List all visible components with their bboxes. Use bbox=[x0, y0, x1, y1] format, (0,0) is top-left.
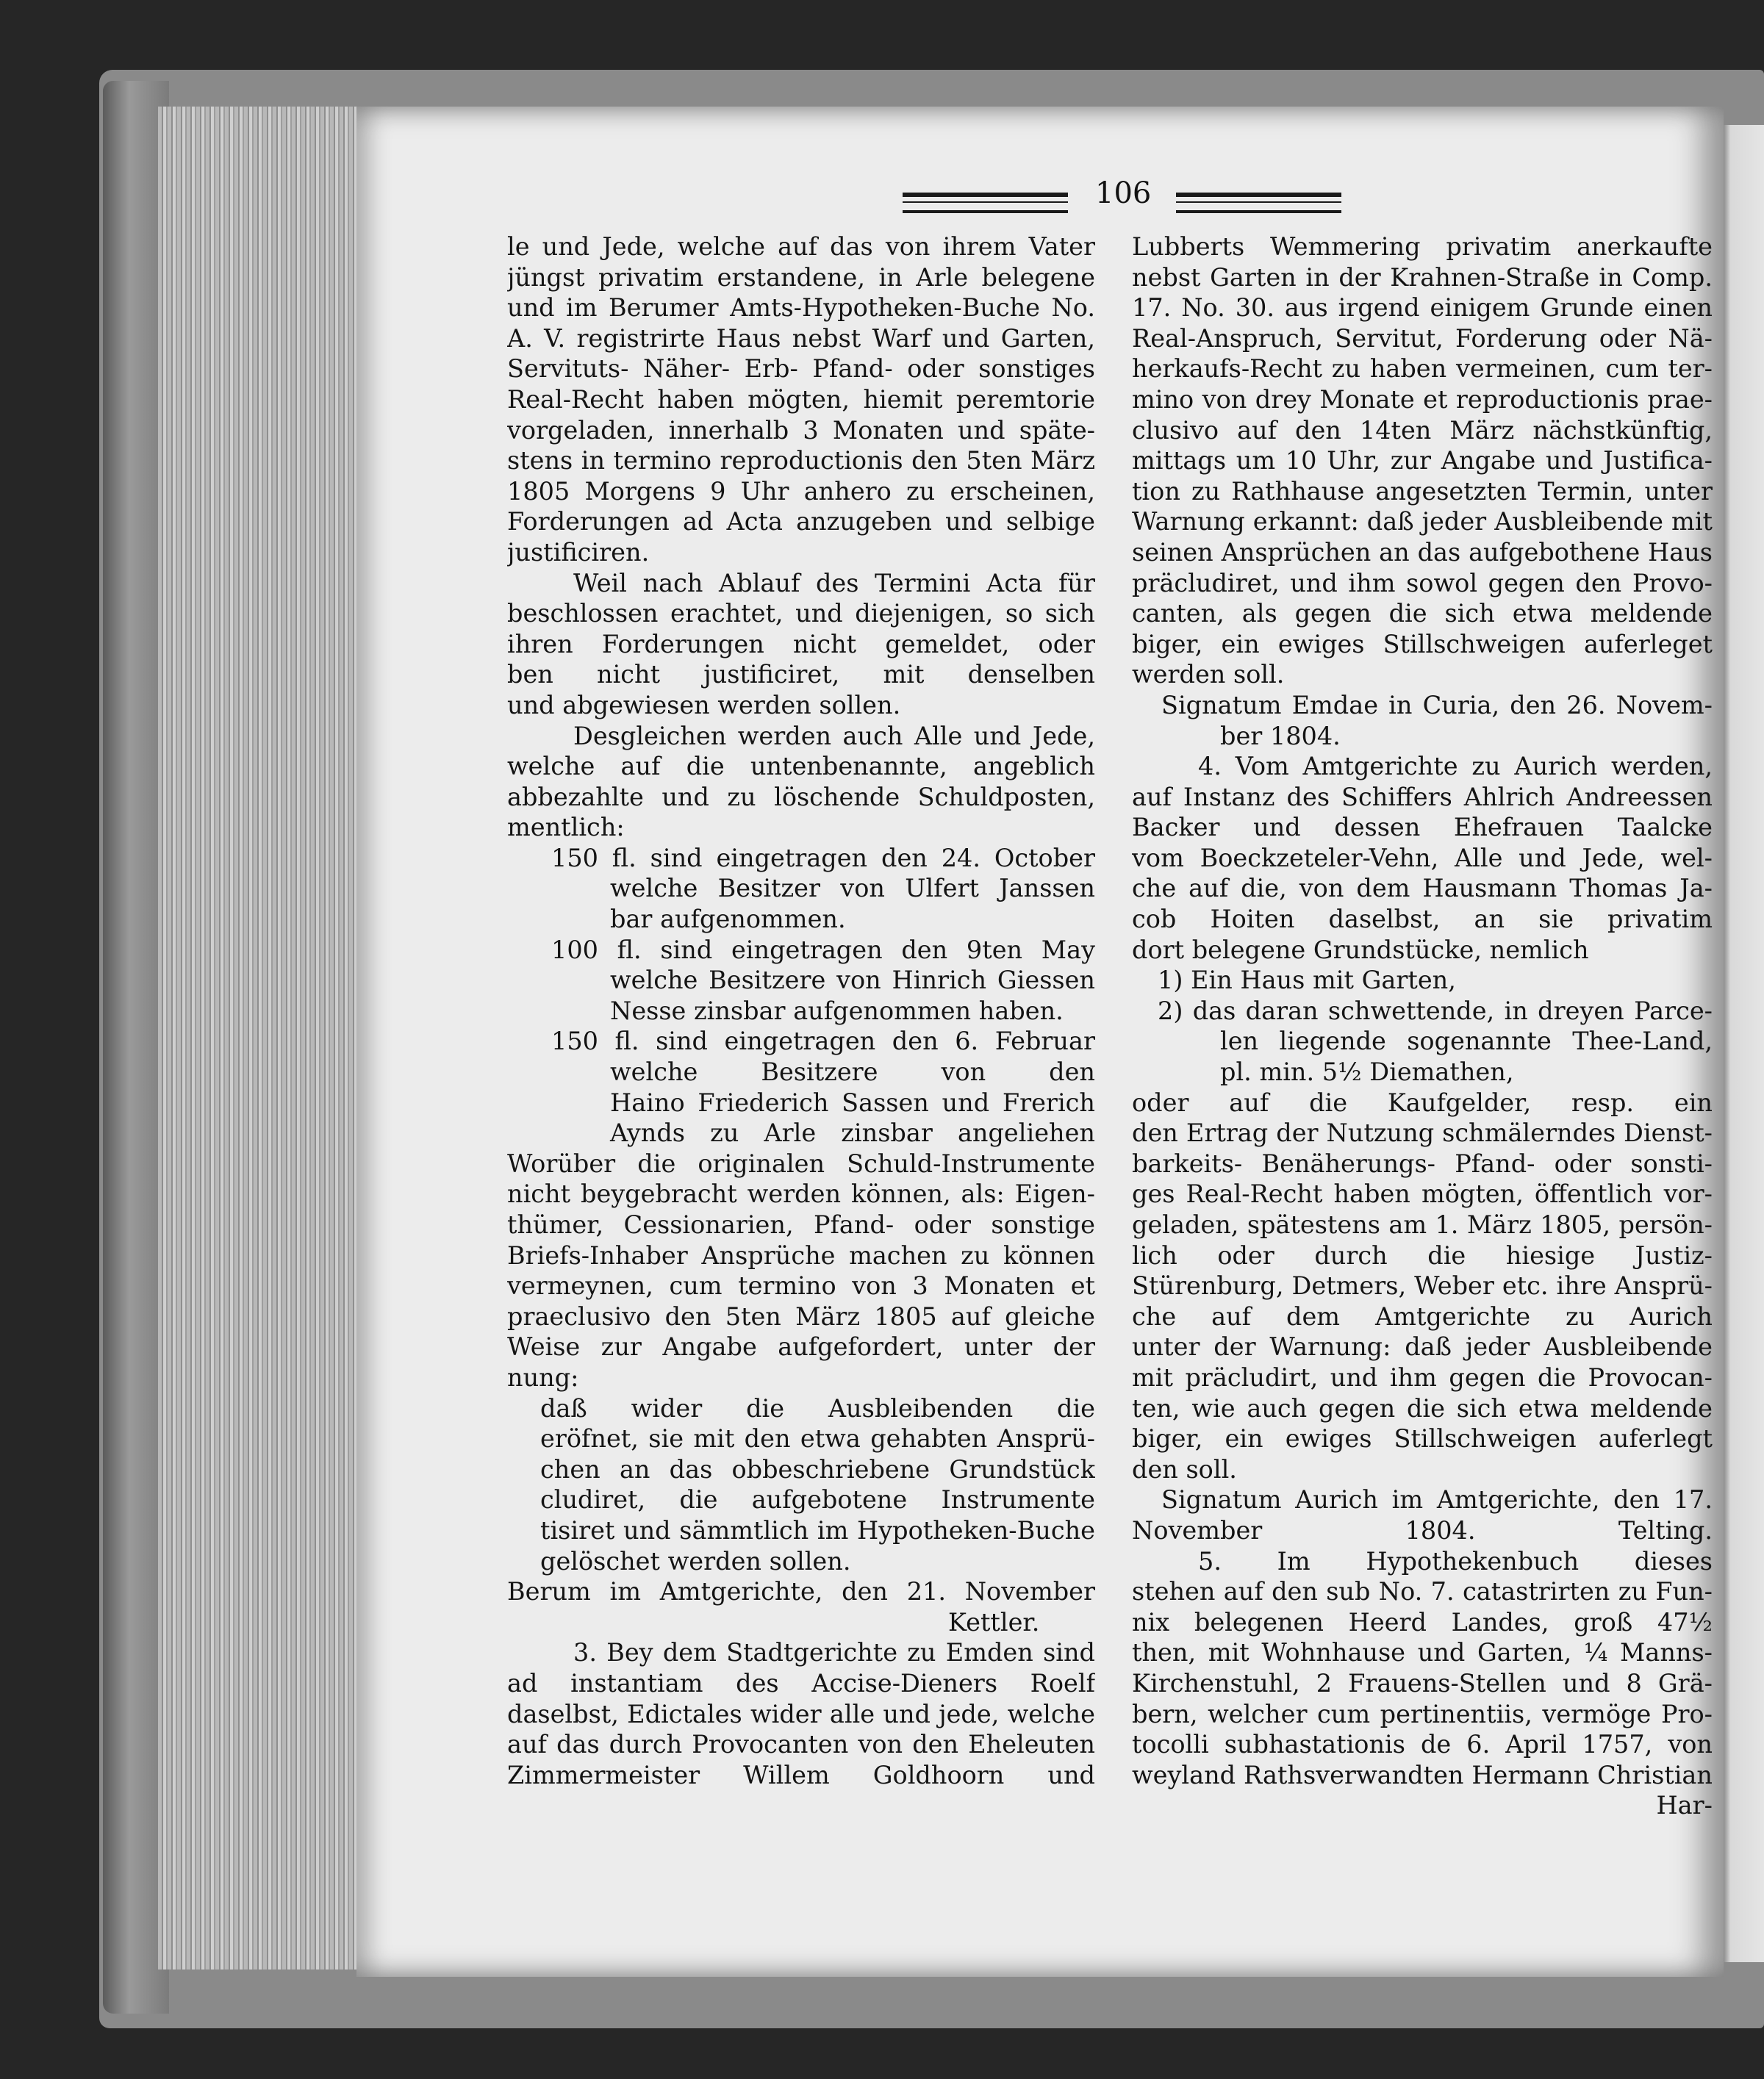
text-line: auf Instanz des Schiffers Ahlrich Andreessen bbox=[1132, 782, 1713, 811]
text-line: 150 fl. sind eingetragen den 6. Februar bbox=[551, 1027, 1095, 1056]
text-line: ad instantiam des Accise-Dieners Roelf bbox=[507, 1668, 1095, 1698]
text-line: biger, ein ewiges Stillschweigen auferleget bbox=[1132, 629, 1713, 658]
text-line: 100 fl. sind eingetragen den 9ten May bbox=[551, 935, 1095, 964]
text-line: Real-Anspruch, Servitut, Forderung oder Nä- bbox=[1132, 323, 1713, 353]
text-line: gelöschet werden sollen. bbox=[540, 1546, 851, 1576]
text-line: Nesse zinsbar aufgenommen haben. bbox=[610, 996, 1064, 1025]
text-line: clusivo auf den 14ten März nächstkünftig, bbox=[1132, 415, 1713, 445]
text-line: daß wider die Ausbleibenden die bbox=[540, 1393, 1095, 1423]
text-line: stens in termino reproductionis den 5ten März bbox=[507, 446, 1095, 475]
left-column bbox=[507, 231, 1095, 1790]
text-line: 4. Vom Amtgerichte zu Aurich werden, bbox=[1198, 752, 1713, 781]
text-line: Servituts- Näher- Erb- Pfand- oder sonstiges bbox=[507, 354, 1095, 384]
text-line: ges Real-Recht haben mögten, öffentlich vor- bbox=[1132, 1179, 1713, 1209]
page-edges bbox=[158, 107, 371, 1970]
text-line: jüngst privatim erstandene, in Arle belegene bbox=[507, 262, 1095, 292]
text-line: beschlossen erachtet, und diejenigen, so sich bbox=[507, 599, 1095, 628]
text-line: eröfnet, sie mit den etwa gehabten Ansprü- bbox=[540, 1424, 1095, 1454]
text-line: daselbst, Edictales wider alle und jede, welche bbox=[507, 1699, 1095, 1728]
text-line: tocolli subhastationis de 6. April 1757, von bbox=[1132, 1730, 1713, 1759]
header-rule-left bbox=[903, 193, 1068, 213]
text-line: vom Boeckzeteler-Vehn, Alle und Jede, wel- bbox=[1132, 843, 1713, 872]
text-line: bern, welcher cum pertinentiis, vermöge Pro- bbox=[1132, 1699, 1713, 1728]
text-line: den Ertrag der Nutzung schmälerndes Dienst- bbox=[1132, 1119, 1713, 1148]
text-line: A. V. registrirte Haus nebst Warf und Garten, bbox=[507, 323, 1095, 353]
text-line: herkaufs-Recht zu haben vermeinen, cum ter- bbox=[1132, 354, 1713, 384]
text-line: barkeits- Benäherungs- Pfand- oder sonsti- bbox=[1132, 1149, 1713, 1178]
text-line: bar aufgenommen. bbox=[610, 905, 846, 934]
text-line: Desgleichen werden auch Alle und Jede, bbox=[573, 721, 1095, 750]
text-line: Briefs-Inhaber Ansprüche machen zu können bbox=[507, 1240, 1095, 1270]
text-line: präcludiret, und ihm sowol gegen den Provo- bbox=[1132, 568, 1713, 597]
text-line: mentlich: bbox=[507, 813, 625, 842]
text-line: 150 fl. sind eingetragen den 24. October bbox=[551, 843, 1095, 872]
text-line: dort belegene Grundstücke, nemlich bbox=[1132, 935, 1589, 964]
text-line: nung: bbox=[507, 1362, 579, 1392]
text-line: chen an das obbeschriebene Grundstück bbox=[540, 1454, 1095, 1484]
text-line: Weil nach Ablauf des Termini Acta für bbox=[573, 568, 1095, 597]
text-line: canten, als gegen die sich etwa meldende bbox=[1132, 599, 1713, 628]
text-line: auf das durch Provocanten von den Eheleuten bbox=[507, 1730, 1095, 1759]
text-line: ber 1804. bbox=[1220, 721, 1341, 750]
text-line: Haino Friederich Sassen und Frerich bbox=[610, 1088, 1095, 1117]
text-line: Berum im Amtgerichte, den 21. November bbox=[507, 1577, 1095, 1606]
right-column bbox=[1132, 231, 1713, 1821]
text-line: stehen auf den sub No. 7. catastrirten zu Fun- bbox=[1132, 1577, 1713, 1606]
text-line: Aynds zu Arle zinsbar angeliehen bbox=[610, 1119, 1095, 1148]
text-line: oder auf die Kaufgelder, resp. ein bbox=[1132, 1088, 1713, 1117]
text-line: mittags um 10 Uhr, zur Angabe und Justifica- bbox=[1132, 446, 1713, 475]
text-line: tisiret und sämmtlich im Hypotheken-Buche bbox=[540, 1515, 1095, 1545]
text-line: abbezahlte und zu löschende Schuldposten, bbox=[507, 782, 1095, 811]
text-line: praeclusivo den 5ten März 1805 auf gleiche bbox=[507, 1301, 1095, 1331]
text-line: justificiren. bbox=[507, 537, 650, 567]
text-line: werden soll. bbox=[1132, 660, 1285, 689]
text-line: nix belegenen Heerd Landes, groß 47½ bbox=[1132, 1607, 1713, 1637]
text-line: mino von drey Monate et reproductionis prae- bbox=[1132, 384, 1713, 414]
text-line: mit präcludirt, und ihm gegen die Provocan- bbox=[1132, 1362, 1713, 1392]
text-line: Stürenburg, Detmers, Weber etc. ihre Ansprü- bbox=[1132, 1271, 1713, 1301]
text-line: cob Hoiten daselbst, an sie privatim bbox=[1132, 905, 1713, 934]
text-line: geladen, spätestens am 1. März 1805, persön- bbox=[1132, 1210, 1713, 1239]
text-line: 17. No. 30. aus irgend einigem Grunde einen bbox=[1132, 293, 1713, 323]
text-line: tion zu Rathhause angesetzten Termin, unter bbox=[1132, 476, 1713, 506]
text-line: le und Jede, welche auf das von ihrem Vater bbox=[507, 232, 1095, 261]
text-line: len liegende sogenannte Thee-Land, bbox=[1220, 1027, 1713, 1056]
text-line: ten, wie auch gegen die sich etwa meldende bbox=[1132, 1393, 1713, 1423]
text-line: seinen Ansprüchen an das aufgebothene Haus bbox=[1132, 537, 1713, 567]
catchword: Har- bbox=[1656, 1791, 1713, 1820]
text-line: welche Besitzere von den bbox=[610, 1058, 1095, 1087]
signature-telting: November 1804. Telting. bbox=[1132, 1515, 1713, 1545]
text-line: Kirchenstuhl, 2 Frauens-Stellen und 8 Grä- bbox=[1132, 1668, 1713, 1698]
page-number: 106 bbox=[1095, 176, 1152, 210]
text-line: Weise zur Angabe aufgefordert, unter der bbox=[507, 1332, 1095, 1362]
text-line: biger, ein ewiges Stillschweigen auferlegt bbox=[1132, 1424, 1713, 1454]
text-line: Signatum Aurich im Amtgerichte, den 17. bbox=[1161, 1485, 1713, 1515]
text-line: unter der Warnung: daß jeder Ausbleibende bbox=[1132, 1332, 1713, 1362]
text-line: den soll. bbox=[1132, 1454, 1237, 1484]
text-line: vermeynen, cum termino von 3 Monaten et bbox=[507, 1271, 1095, 1301]
text-line: welche auf die untenbenannte, angeblich bbox=[507, 752, 1095, 781]
header-rule-right bbox=[1176, 193, 1341, 213]
text-line: Worüber die originalen Schuld-Instrumente bbox=[507, 1149, 1095, 1178]
text-line: pl. min. 5½ Diemathen, bbox=[1220, 1058, 1514, 1087]
text-line: weyland Rathsverwandten Hermann Christian bbox=[1132, 1760, 1713, 1789]
text-line: welche Besitzere von Hinrich Giessen bbox=[610, 966, 1095, 995]
text-line: und im Berumer Amts-Hypotheken-Buche No. bbox=[507, 293, 1095, 323]
text-line: Zimmermeister Willem Goldhoorn und bbox=[507, 1760, 1095, 1789]
text-line: cludiret, die aufgebotene Instrumente bbox=[540, 1485, 1095, 1515]
text-line: Real-Recht haben mögten, hiemit peremtorie bbox=[507, 384, 1095, 414]
text-line: Lubberts Wemmering privatim anerkaufte bbox=[1132, 232, 1713, 261]
text-line: Warnung erkannt: daß jeder Ausbleibende mit bbox=[1132, 507, 1713, 536]
text-line: vorgeladen, innerhalb 3 Monaten und späte- bbox=[507, 415, 1095, 445]
text-line: 1805 Morgens 9 Uhr anhero zu erscheinen, bbox=[507, 476, 1095, 506]
text-line: 3. Bey dem Stadtgerichte zu Emden sind bbox=[573, 1638, 1095, 1667]
text-line: nebst Garten in der Krahnen-Straße in Comp. bbox=[1132, 262, 1713, 292]
list-item: 1) Ein Haus mit Garten, bbox=[1158, 966, 1456, 995]
signature-kettler: Kettler. bbox=[948, 1607, 1040, 1637]
text-line: che auf dem Amtgerichte zu Aurich bbox=[1132, 1301, 1713, 1331]
text-line: che auf die, von dem Hausmann Thomas Ja- bbox=[1132, 874, 1713, 903]
text-line: nicht beygebracht werden können, als: Eigen- bbox=[507, 1179, 1095, 1209]
text-line: 5. Im Hypothekenbuch dieses bbox=[1198, 1546, 1713, 1576]
text-line: welche Besitzer von Ulfert Janssen bbox=[610, 874, 1095, 903]
text-line: ben nicht justificiret, mit denselben bbox=[507, 660, 1095, 689]
text-line: Signatum Emdae in Curia, den 26. Novem- bbox=[1161, 690, 1713, 719]
text-line: Forderungen ad Acta anzugeben und selbige bbox=[507, 507, 1095, 536]
list-item: 2) das daran schwettende, in dreyen Parce- bbox=[1158, 996, 1713, 1025]
text-line: Backer und dessen Ehefrauen Taalcke bbox=[1132, 813, 1713, 842]
text-line: und abgewiesen werden sollen. bbox=[507, 690, 901, 719]
text-line: then, mit Wohnhause und Garten, ¼ Manns- bbox=[1132, 1638, 1713, 1667]
text-line: ihren Forderungen nicht gemeldet, oder bbox=[507, 629, 1095, 658]
text-line: lich oder durch die hiesige Justiz- bbox=[1132, 1240, 1713, 1270]
text-line: thümer, Cessionarien, Pfand- oder sonstige bbox=[507, 1210, 1095, 1239]
